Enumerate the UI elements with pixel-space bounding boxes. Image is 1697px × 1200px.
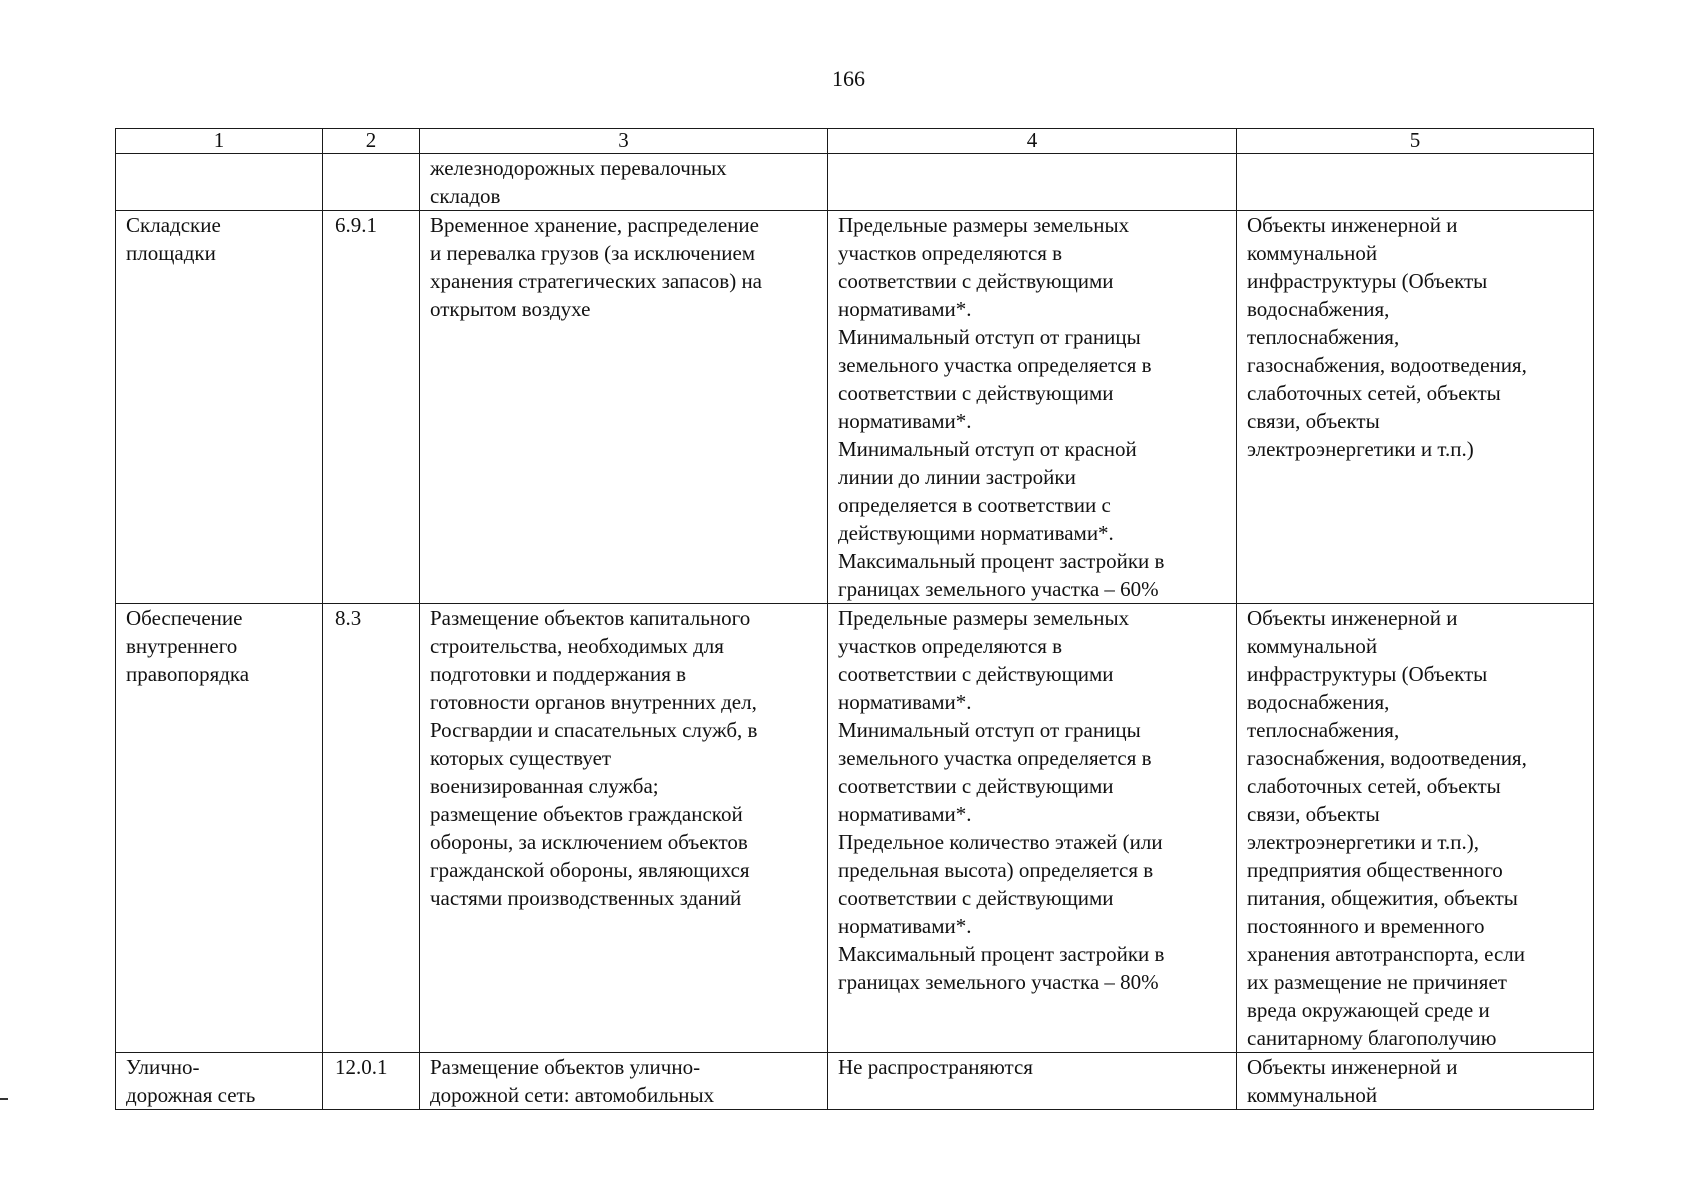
use-description-cell: Размещение объектов улично- дорожной сети: автомобильных (420, 1053, 828, 1110)
column-header: 5 (1237, 129, 1594, 154)
table-row (116, 211, 1594, 604)
parameters-cell: Не распространяются (828, 1053, 1237, 1110)
column-header: 3 (420, 129, 828, 154)
column-header: 4 (828, 129, 1237, 154)
use-name-cell: Улично- дорожная сеть (116, 1053, 323, 1110)
use-description-cell: железнодорожных перевалочных складов (420, 154, 828, 211)
use-code-cell (323, 154, 420, 211)
auxiliary-objects-cell: Объекты инженерной и коммунальной инфраструктуры (Объекты водоснабжения, теплоснабжения, газоснабжения, водоотведения, слаботочных сетей, объекты связи, объекты электроэнергетики и т.п.), предприятия общественного питания, общежития, объекты постоянного и временного хранения автотранспорта, если их размещение не причиняет вреда окружающей среде и санитарному благополучию (1237, 604, 1594, 1053)
parameters-cell: Предельные размеры земельных участков определяются в соответствии с действующими нормативами*. Минимальный отступ от границы земельного участка определяется в соответствии с действующими нормативами*. Минимальный отступ от красной линии до линии застройки определяется в соответствии с действующими нормативами*. Максимальный процент застройки в границах земельного участка – 60% (828, 211, 1237, 604)
auxiliary-objects-cell: Объекты инженерной и коммунальной инфраструктуры (Объекты водоснабжения, теплоснабжения, газоснабжения, водоотведения, слаботочных сетей, объекты связи, объекты электроэнергетики и т.п.) (1237, 211, 1594, 604)
parameters-cell (828, 154, 1237, 211)
auxiliary-objects-cell: Объекты инженерной и коммунальной (1237, 1053, 1594, 1110)
zoning-table (115, 128, 1594, 1110)
parameters-cell: Предельные размеры земельных участков определяются в соответствии с действующими нормативами*. Минимальный отступ от границы земельного участка определяется в соответствии с действующими нормативами*. Предельное количество этажей (или предельная высота) определяется в соответствии с действующими нормативами*. Максимальный процент застройки в границах земельного участка – 80% (828, 604, 1237, 1053)
use-description-cell: Временное хранение, распределение и перевалка грузов (за исключением хранения стратегических запасов) на открытом воздухе (420, 211, 828, 604)
use-description-cell: Размещение объектов капитального строительства, необходимых для подготовки и поддержания в готовности органов внутренних дел, Росгвардии и спасательных служб, в которых существует военизированная служба; размещение объектов гражданской обороны, за исключением объектов гражданской обороны, являющихся частями производственных зданий (420, 604, 828, 1053)
page-number: 166 (832, 66, 865, 91)
column-header: 1 (116, 129, 323, 154)
use-name-cell: Обеспечение внутреннего правопорядка (116, 604, 323, 1053)
table-row (116, 604, 1594, 1053)
auxiliary-objects-cell (1237, 154, 1594, 211)
use-code-cell: 8.3 (323, 604, 420, 1053)
use-name-cell: Складские площадки (116, 211, 323, 604)
use-name-cell (116, 154, 323, 211)
table-row (116, 1053, 1594, 1110)
table-header-row (116, 129, 1594, 154)
table-row (116, 154, 1594, 211)
column-header: 2 (323, 129, 420, 154)
use-code-cell: 6.9.1 (323, 211, 420, 604)
scan-edge-mark (0, 1098, 8, 1100)
use-code-cell: 12.0.1 (323, 1053, 420, 1110)
